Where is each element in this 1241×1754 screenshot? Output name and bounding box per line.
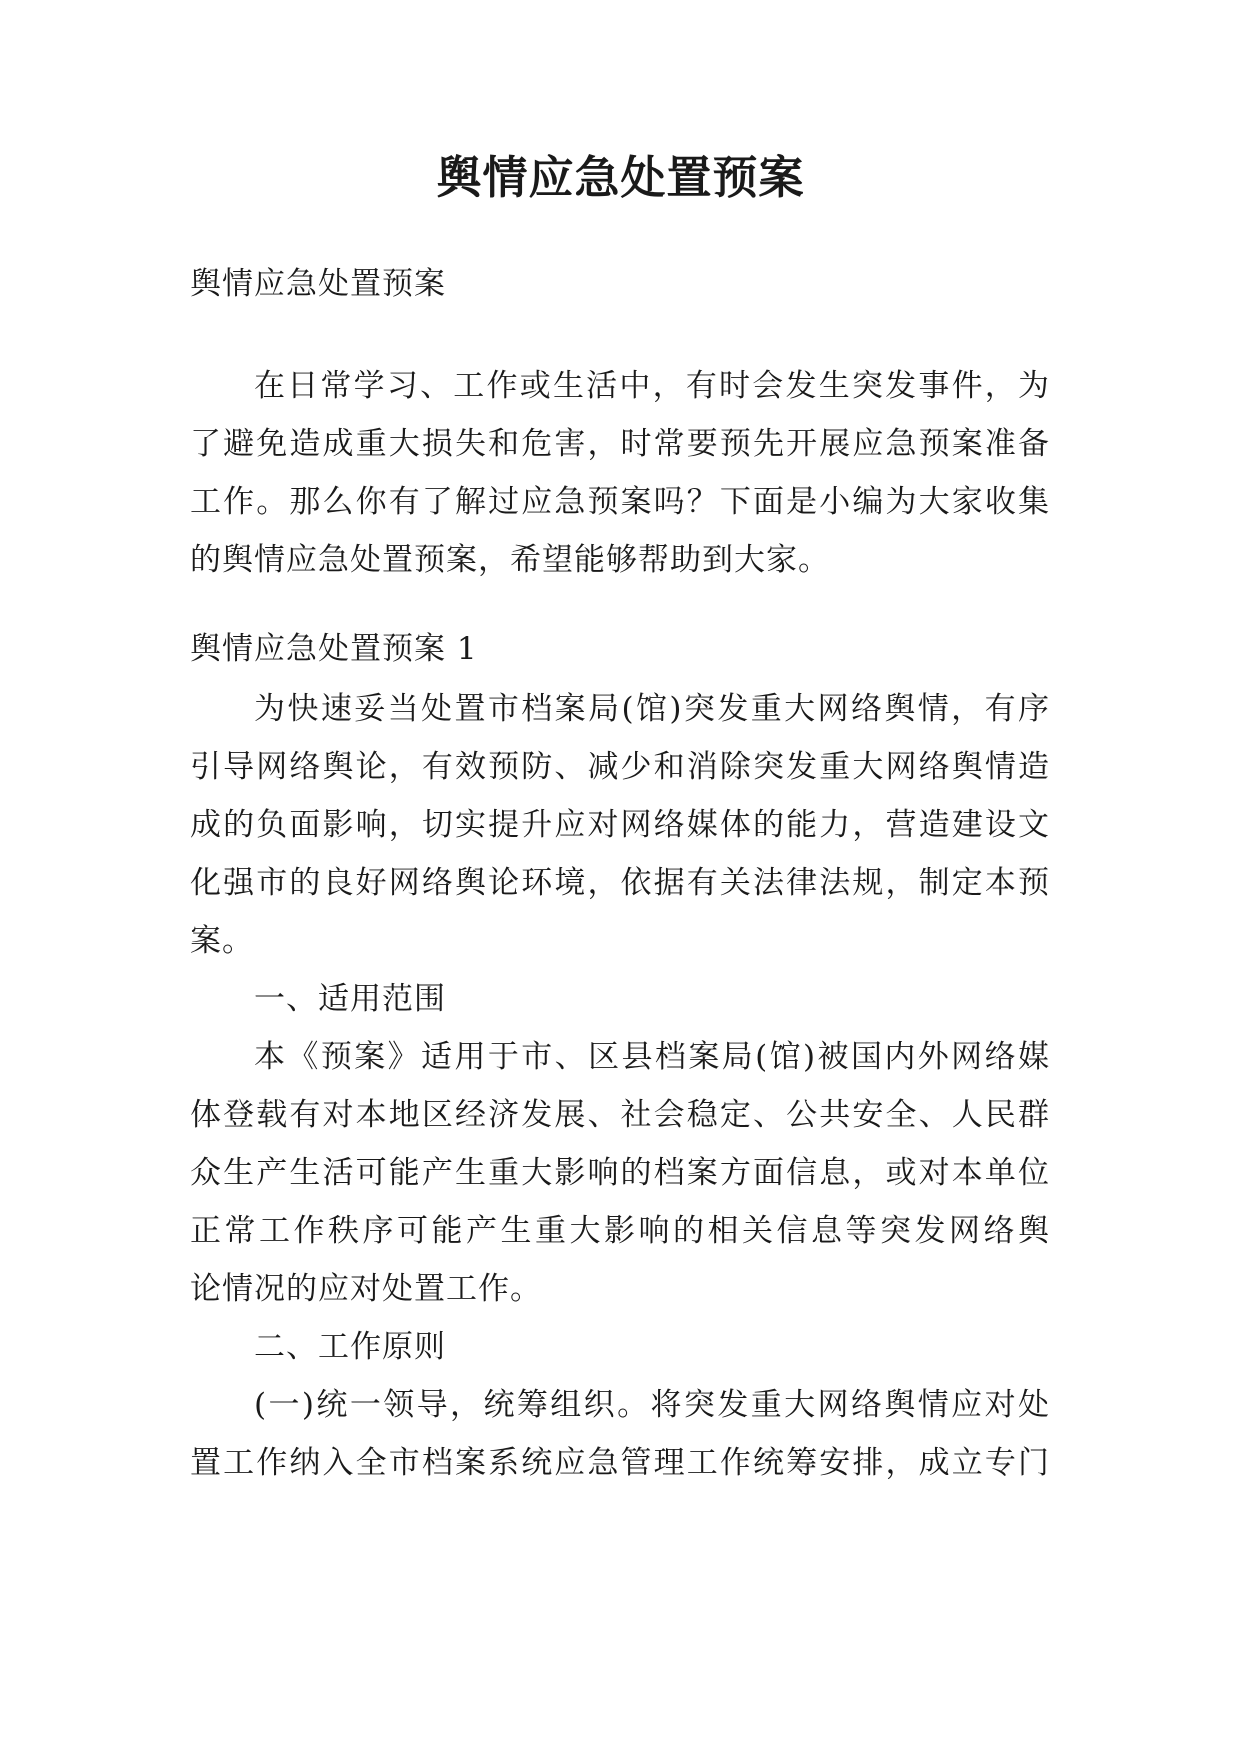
intro-line: 工作。那么你有了解过应急预案吗？下面是小编为大家收集 bbox=[190, 484, 1050, 520]
purpose-line: 为快速妥当处置市档案局(馆)突发重大网络舆情，有序 bbox=[254, 691, 1050, 727]
document-title: 舆情应急处置预案 bbox=[436, 151, 805, 204]
scope-heading-block bbox=[190, 970, 1050, 1028]
principle-line: (一)统一领导，统筹组织。将突发重大网络舆情应对处 bbox=[254, 1387, 1050, 1423]
section-heading: 舆情应急处置预案 1 bbox=[190, 631, 478, 667]
intro-line: 的舆情应急处置预案，希望能够帮助到大家。 bbox=[190, 542, 830, 578]
purpose-paragraph bbox=[190, 680, 1050, 970]
principles-heading: 二、工作原则 bbox=[254, 1329, 446, 1365]
scope-line: 本《预案》适用于市、区县档案局(馆)被国内外网络媒 bbox=[254, 1039, 1050, 1075]
document-subtitle-block bbox=[190, 255, 1050, 313]
scope-line: 正常工作秩序可能产生重大影响的相关信息等突发网络舆 bbox=[190, 1213, 1050, 1249]
principle-one-paragraph bbox=[190, 1376, 1050, 1492]
purpose-line: 案。 bbox=[190, 923, 254, 959]
section-heading-block bbox=[190, 620, 1050, 678]
document-subtitle: 舆情应急处置预案 bbox=[190, 266, 446, 302]
principles-heading-block bbox=[190, 1318, 1050, 1376]
scope-heading: 一、适用范围 bbox=[254, 981, 446, 1017]
intro-line: 在日常学习、工作或生活中，有时会发生突发事件，为 bbox=[254, 368, 1050, 404]
scope-line: 体登载有对本地区经济发展、社会稳定、公共安全、人民群 bbox=[190, 1097, 1050, 1133]
scope-line: 论情况的应对处置工作。 bbox=[190, 1271, 542, 1307]
scope-line: 众生产生活可能产生重大影响的档案方面信息，或对本单位 bbox=[190, 1155, 1050, 1191]
scope-paragraph bbox=[190, 1028, 1050, 1318]
intro-line: 了避免造成重大损失和危害，时常要预先开展应急预案准备 bbox=[190, 426, 1050, 462]
purpose-line: 成的负面影响，切实提升应对网络媒体的能力，营造建设文 bbox=[190, 807, 1050, 843]
purpose-line: 化强市的良好网络舆论环境，依据有关法律法规，制定本预 bbox=[190, 865, 1050, 901]
principle-line: 置工作纳入全市档案系统应急管理工作统筹安排，成立专门 bbox=[190, 1445, 1050, 1481]
intro-paragraph bbox=[190, 357, 1050, 589]
purpose-line: 引导网络舆论，有效预防、减少和消除突发重大网络舆情造 bbox=[190, 749, 1050, 785]
